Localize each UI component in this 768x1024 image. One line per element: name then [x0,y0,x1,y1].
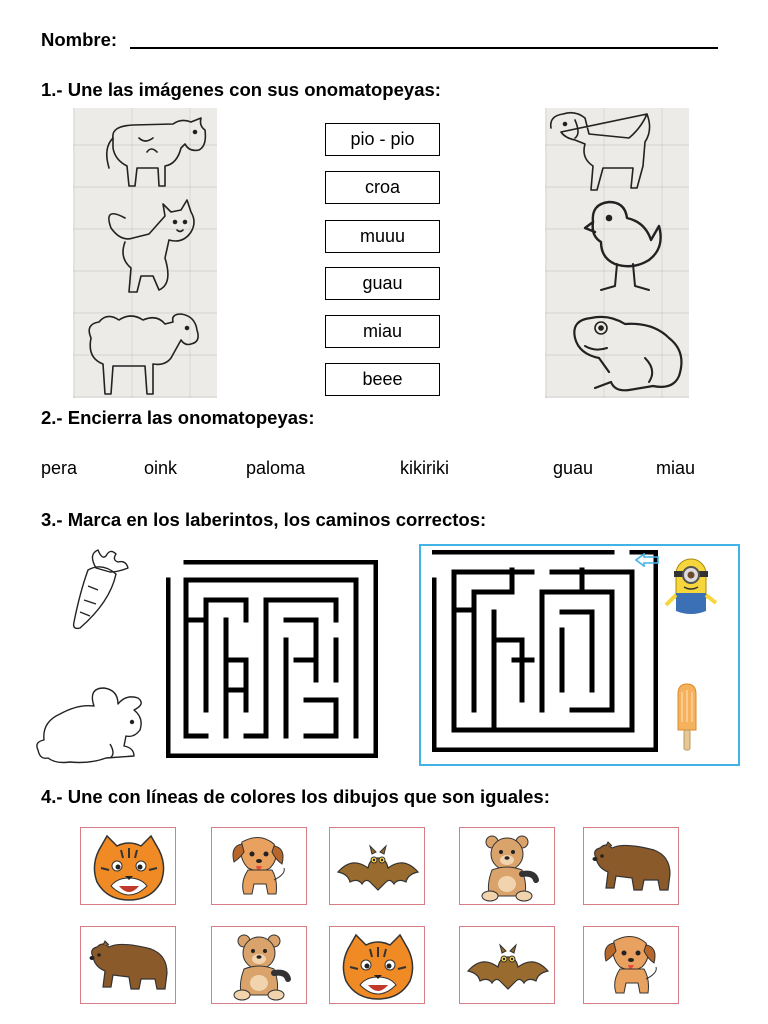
chick-icon [585,202,661,290]
arrow-left-icon [634,553,660,567]
word-option-2[interactable]: oink [144,458,178,478]
match-card-r1-2[interactable] [211,827,307,905]
dog-icon [551,113,650,190]
word-option-1[interactable]: pera [41,458,78,478]
tiger-icon [330,927,425,1004]
puppy-icon [584,927,679,1004]
match-card-r2-5[interactable] [583,926,679,1004]
match-card-r2-4[interactable] [459,926,555,1004]
word-option-4[interactable]: kikiriki [400,458,449,478]
popsicle-icon [672,682,702,754]
brown-bear-icon [81,927,176,1004]
teddy-bear-icon [212,927,307,1004]
section4-title: 4.- Une con líneas de colores los dibujos que son iguales: [41,786,550,807]
rabbit-icon [30,684,148,768]
tiger-icon [81,828,176,905]
name-label: Nombre: [41,29,118,50]
carrot-icon [66,548,132,632]
cow-icon [107,118,206,186]
word-box-1: pio - pio [325,123,440,156]
maze-2[interactable] [432,550,658,752]
word-box-6: beee [325,363,440,396]
word-option-6[interactable]: miau [656,458,696,478]
word-box-5: miau [325,315,440,348]
maze-1[interactable] [166,560,378,758]
word-box-4: guau [325,267,440,300]
bat-icon [460,927,555,1004]
match-card-r1-3[interactable] [329,827,425,905]
match-card-r1-5[interactable] [583,827,679,905]
cat-icon [109,200,194,292]
puppy-icon [212,828,307,905]
match-card-r2-3[interactable] [329,926,425,1004]
match-card-r2-1[interactable] [80,926,176,1004]
right-animals-photo [545,108,689,398]
left-animals-photo [73,108,217,398]
word-box-2: croa [325,171,440,204]
word-box-3: muuu [325,220,440,253]
bat-icon [330,828,425,905]
teddy-bear-icon [460,828,555,905]
match-card-r2-2[interactable] [211,926,307,1004]
match-card-r1-4[interactable] [459,827,555,905]
minion-icon [662,553,718,617]
sheep-icon [89,314,198,394]
name-input-line[interactable] [130,47,718,49]
brown-bear-icon [584,828,679,905]
match-card-r1-1[interactable] [80,827,176,905]
section1-title: 1.- Une las imágenes con sus onomatopeyas: [41,79,441,100]
section2-title: 2.- Encierra las onomatopeyas: [41,407,315,428]
frog-icon [574,317,681,390]
word-option-5[interactable]: guau [553,458,594,478]
word-option-3[interactable]: paloma [246,458,306,478]
section3-title: 3.- Marca en los laberintos, los caminos correctos: [41,509,487,530]
